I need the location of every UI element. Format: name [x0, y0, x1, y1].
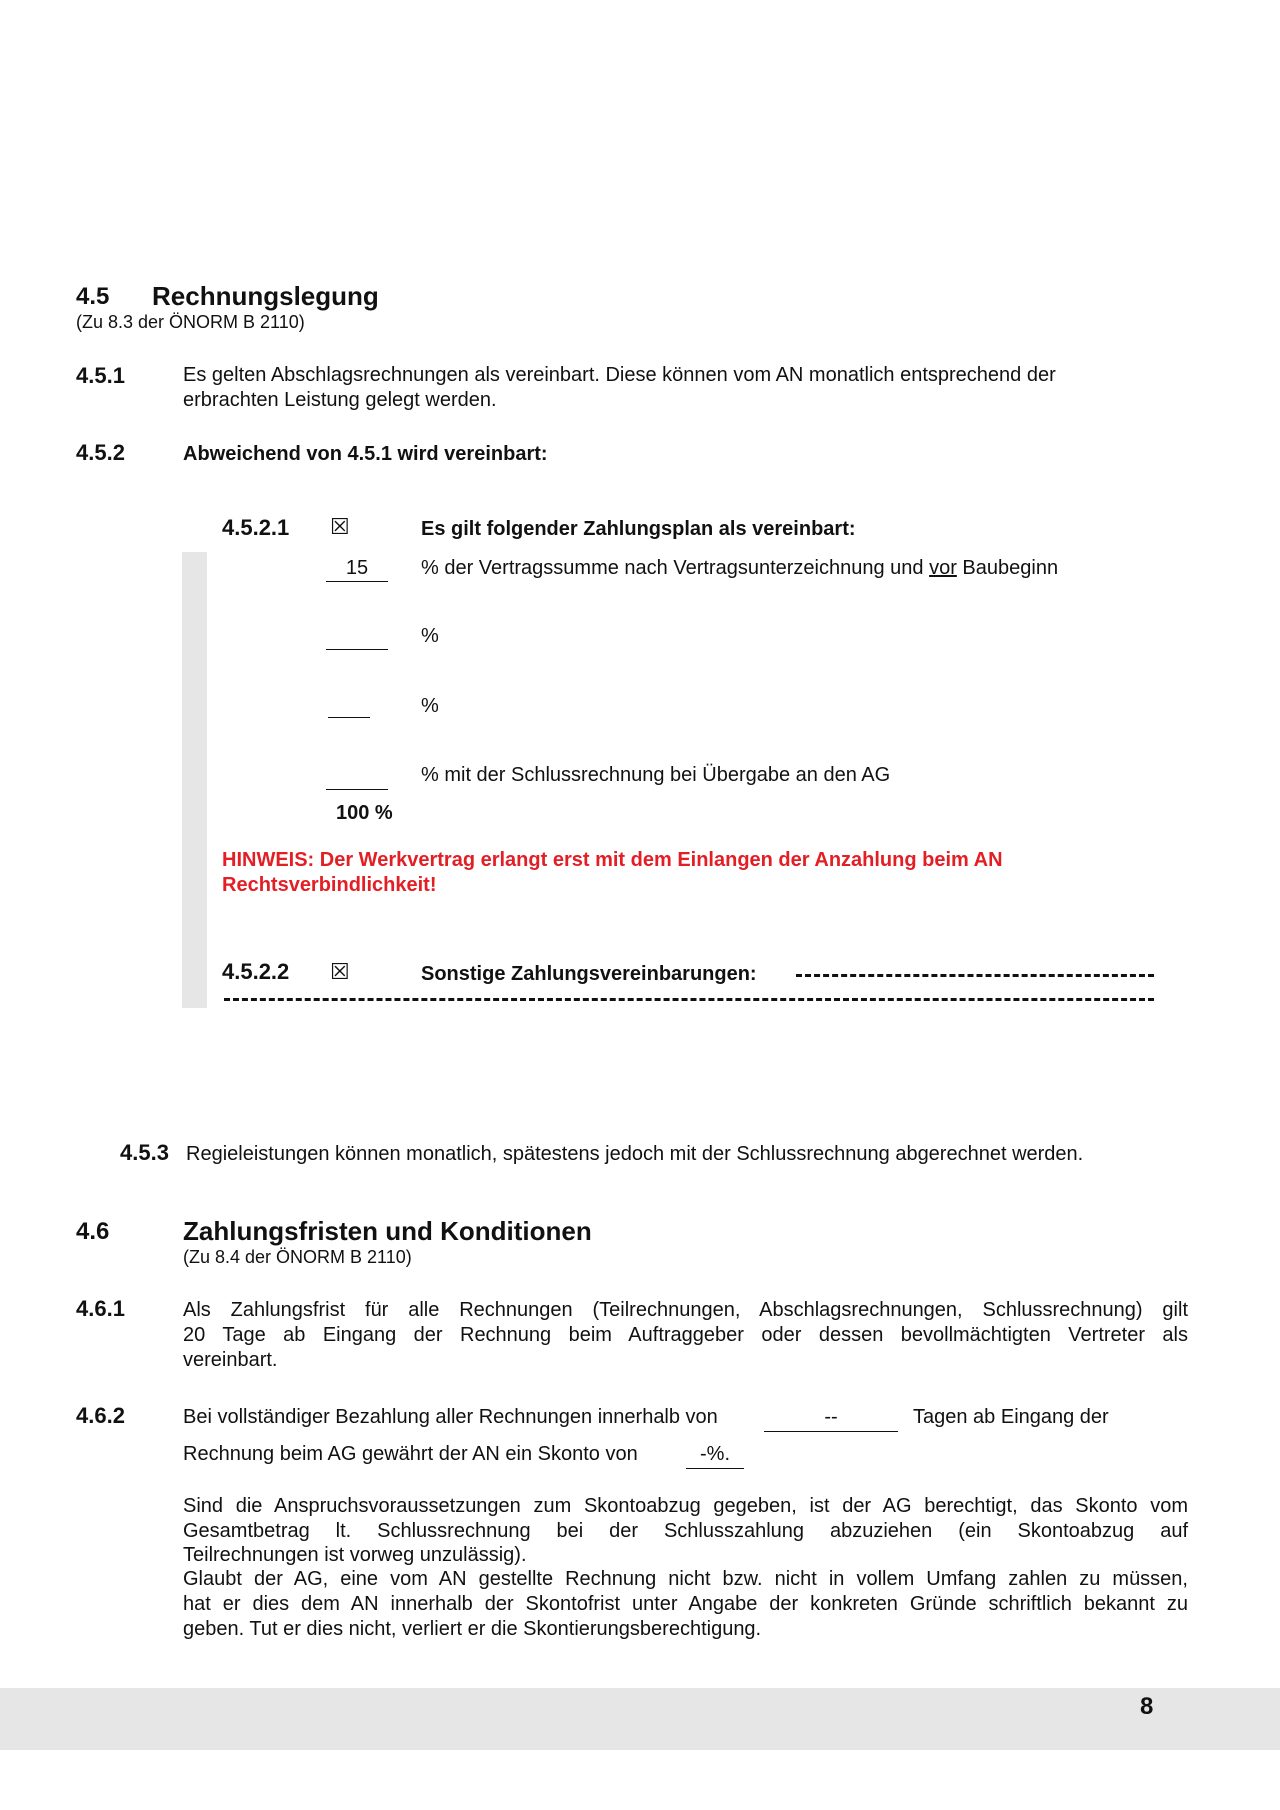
- section-title: Zahlungsfristen und Konditionen: [183, 1216, 592, 1246]
- fill-in-line[interactable]: [796, 974, 1154, 977]
- skonto-field[interactable]: -%.: [686, 1442, 744, 1469]
- checked-checkbox[interactable]: ☒: [330, 515, 350, 540]
- paragraph-line: Sind die Anspruchsvoraussetzungen zum Skontoabzug gegeben, ist der AG berechtigt, das Skonto vom: [183, 1495, 1188, 1517]
- paragraph-line: hat er dies dem AN innerhalb der Skontofrist unter Angabe der konkreten Gründe schriftlich bekannt zu: [183, 1593, 1188, 1615]
- subsection-number: 4.5.2.1: [222, 515, 290, 540]
- subsection-number: 4.5.3: [120, 1140, 169, 1165]
- paragraph-line: 20 Tage ab Eingang der Rechnung beim Auftraggeber oder dessen bevollmächtigten Vertreter als: [183, 1324, 1188, 1346]
- section-number: 4.5: [76, 283, 110, 310]
- page-number: 8: [1140, 1693, 1154, 1720]
- percentage-field[interactable]: [328, 692, 370, 718]
- percentage-field[interactable]: [326, 624, 388, 650]
- checked-checkbox[interactable]: ☒: [330, 960, 350, 985]
- page-footer: [0, 1688, 1280, 1750]
- plan-row-text: %: [421, 695, 439, 717]
- subsection-number: 4.6.2: [76, 1403, 125, 1428]
- subsection-number: 4.5.1: [76, 363, 125, 388]
- warning-note: Rechtsverbindlichkeit!: [222, 874, 437, 896]
- section-number: 4.6: [76, 1218, 110, 1245]
- paragraph-line: Gesamtbetrag lt. Schlussrechnung bei der Schlusszahlung abzuziehen (ein Skontoabzug auf: [183, 1520, 1188, 1542]
- subsection-number: 4.6.1: [76, 1296, 125, 1321]
- paragraph-line: Teilrechnungen ist vorweg unzulässig).: [183, 1544, 527, 1566]
- paragraph-line: vereinbart.: [183, 1349, 278, 1371]
- fill-in-line[interactable]: [224, 998, 1154, 1001]
- paragraph-line: Rechnung beim AG gewährt der AN ein Skonto von: [183, 1443, 638, 1465]
- subsection-title: Sonstige Zahlungsvereinbarungen:: [421, 963, 757, 985]
- plan-row-text: %: [421, 625, 439, 647]
- plan-total: 100 %: [336, 802, 393, 824]
- days-field[interactable]: --: [764, 1405, 898, 1432]
- margin-bar: [182, 552, 207, 1008]
- paragraph-line: Glaubt der AG, eine vom AN gestellte Rechnung nicht bzw. nicht in vollem Umfang zahlen zu müssen,: [183, 1568, 1188, 1590]
- paragraph-line: Tagen ab Eingang der: [913, 1406, 1109, 1428]
- paragraph-line: Als Zahlungsfrist für alle Rechnungen (Teilrechnungen, Abschlagsrechnungen, Schlussrechnung) gilt: [183, 1299, 1188, 1321]
- subsection-title: Es gilt folgender Zahlungsplan als vereinbart:: [421, 518, 856, 540]
- percentage-field[interactable]: [326, 764, 388, 790]
- paragraph-line: geben. Tut er dies nicht, verliert er die Skontierungsberechtigung.: [183, 1618, 762, 1640]
- subsection-text: Regieleistungen können monatlich, spätestens jedoch mit der Schlussrechnung abgerechnet werden.: [186, 1143, 1084, 1165]
- percentage-field[interactable]: 15: [326, 556, 388, 582]
- warning-note: HINWEIS: Der Werkvertrag erlangt erst mit dem Einlangen der Anzahlung beim AN: [222, 849, 1003, 871]
- subsection-number: 4.5.2.2: [222, 959, 290, 984]
- subsection-number: 4.5.2: [76, 440, 125, 465]
- paragraph-line: erbrachten Leistung gelegt werden.: [183, 389, 497, 411]
- section-reference: (Zu 8.3 der ÖNORM B 2110): [76, 312, 305, 332]
- paragraph-line: Es gelten Abschlagsrechnungen als vereinbart. Diese können vom AN monatlich entsprechend der: [183, 364, 1056, 386]
- plan-row-text: % mit der Schlussrechnung bei Übergabe an den AG: [421, 764, 891, 786]
- paragraph-line: Bei vollständiger Bezahlung aller Rechnungen innerhalb von: [183, 1406, 718, 1428]
- plan-row-text: % der Vertragssumme nach Vertragsunterzeichnung und vor Baubeginn: [421, 557, 1059, 579]
- section-reference: (Zu 8.4 der ÖNORM B 2110): [183, 1247, 412, 1267]
- section-title: Rechnungslegung: [152, 281, 379, 311]
- subsection-text: Abweichend von 4.5.1 wird vereinbart:: [183, 443, 548, 465]
